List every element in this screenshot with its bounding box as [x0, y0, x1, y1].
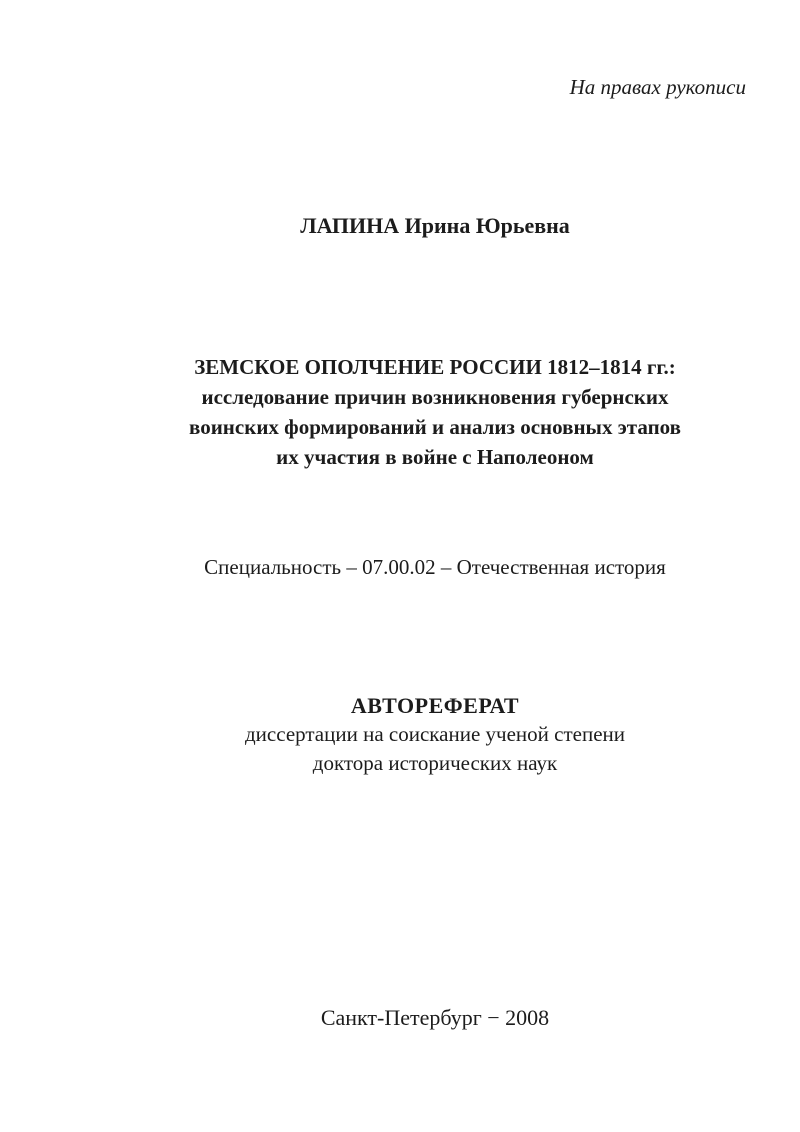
title-line-3: воинских формирований и анализ основных этапов [189, 415, 681, 439]
manuscript-rights-note: На правах рукописи [569, 75, 746, 99]
title-line-4: их участия в войне с Наполеоном [276, 445, 594, 469]
abstract-heading: АВТОРЕФЕРАТ [350, 693, 520, 718]
degree-line-2: доктора исторических наук [312, 751, 558, 775]
degree-line-1: диссертации на соискание ученой степени [245, 722, 625, 746]
author-name: ЛАПИНА Ирина Юрьевна [300, 213, 570, 238]
title-line-2: исследование причин возникновения губернских [201, 385, 669, 409]
abstract-block [70, 691, 800, 778]
title-line-1: ЗЕМСКОЕ ОПОЛЧЕНИЕ РОССИИ 1812–1814 гг.: [194, 355, 676, 379]
specialty-line: Специальность – 07.00.02 – Отечественная история [204, 555, 666, 579]
dissertation-title [70, 352, 800, 472]
city-year-line: Санкт-Петербург − 2008 [320, 1005, 550, 1030]
